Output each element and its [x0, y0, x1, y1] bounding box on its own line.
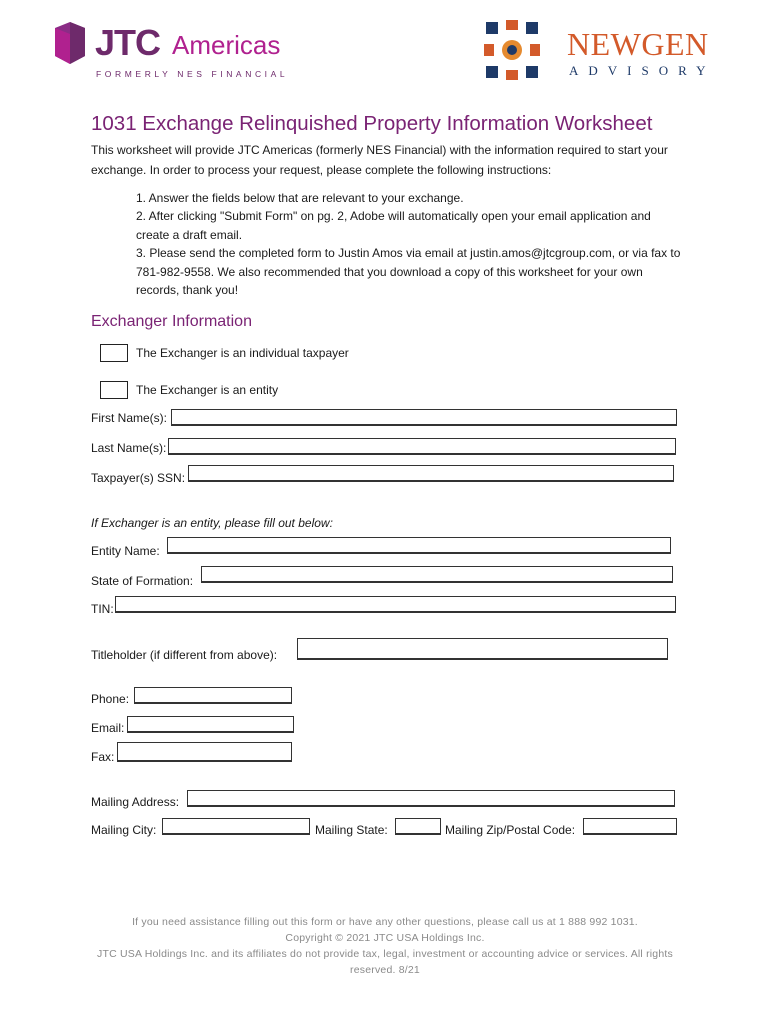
section-title-exchanger: Exchanger Information	[91, 313, 252, 330]
last-name-label: Last Name(s):	[91, 441, 167, 455]
entity-checkbox[interactable]	[100, 381, 128, 399]
phone-label: Phone:	[91, 692, 130, 706]
mailing-zip-field[interactable]	[583, 818, 677, 835]
first-name-label: First Name(s):	[91, 411, 167, 425]
entity-name-label: Entity Name:	[91, 544, 160, 558]
footer-disclaimer: JTC USA Holdings Inc. and its affiliates do not provide tax, legal, investment or accounting advice or services. All rights reserved. 8/21	[97, 948, 673, 976]
email-field[interactable]	[127, 716, 294, 733]
fax-field[interactable]	[117, 742, 292, 762]
titleholder-label: Titleholder (if different from above):	[91, 648, 278, 662]
titleholder-field[interactable]	[297, 638, 668, 660]
phone-field[interactable]	[134, 687, 292, 704]
newgen-emblem-icon	[482, 18, 542, 82]
entity-checkbox-label: The Exchanger is an entity	[136, 383, 279, 397]
last-name-field[interactable]	[168, 438, 676, 455]
mailing-state-field[interactable]	[395, 818, 441, 835]
ssn-label: Taxpayer(s) SSN:	[91, 471, 186, 485]
tin-field[interactable]	[115, 596, 676, 613]
logo-tagline: FORMERLY NES FINANCIAL	[96, 69, 289, 79]
mailing-address-label: Mailing Address:	[91, 795, 180, 809]
advisory-logo-text: ADVISORY	[569, 63, 716, 78]
entity-name-field[interactable]	[167, 537, 671, 554]
mailing-city-label: Mailing City:	[91, 823, 157, 837]
footer-copyright: Copyright © 2021 JTC USA Holdings Inc.	[285, 932, 485, 944]
mailing-zip-label: Mailing Zip/Postal Code:	[445, 823, 576, 837]
state-formation-field[interactable]	[201, 566, 673, 583]
first-name-field[interactable]	[171, 409, 677, 426]
footer-assistance-text: If you need assistance filling out this form or have any other questions, please call us at 1 888 992 1031.	[132, 916, 638, 928]
instruction-2: 2. After clicking "Submit Form" on pg. 2, Adobe will automatically open your email application and create a draft email.	[136, 209, 651, 242]
jtc-shield-icon	[55, 22, 85, 64]
instruction-1: 1. Answer the fields below that are relevant to your exchange.	[136, 191, 464, 205]
fax-label: Fax:	[91, 750, 115, 764]
jtc-americas-logo	[55, 20, 295, 82]
instruction-3: 3. Please send the completed form to Justin Amos via email at justin.amos@jtcgroup.com, or via fax to 781-982-9558. We also recommended that you download a copy of this worksheet for your own records, thank you!	[136, 246, 681, 297]
individual-checkbox-label: The Exchanger is an individual taxpayer	[136, 346, 349, 360]
page-footer	[90, 914, 680, 978]
americas-logo-text: Americas	[172, 30, 281, 60]
mailing-city-field[interactable]	[162, 818, 310, 835]
newgen-logo-text: NEWGEN	[567, 26, 709, 62]
individual-checkbox[interactable]	[100, 344, 128, 362]
jtc-logo-text: JTC	[95, 22, 161, 63]
state-formation-label: State of Formation:	[91, 574, 194, 588]
ssn-field[interactable]	[188, 465, 674, 482]
email-label: Email:	[91, 721, 125, 735]
mailing-address-field[interactable]	[187, 790, 675, 807]
entity-note: If Exchanger is an entity, please fill out below:	[91, 516, 333, 530]
newgen-advisory-logo	[567, 18, 737, 82]
page-title: 1031 Exchange Relinquished Property Information Worksheet	[91, 112, 653, 135]
tin-label: TIN:	[91, 602, 114, 616]
intro-paragraph: This worksheet will provide JTC Americas (formerly NES Financial) with the information required to start your exchange. In order to process your request, please complete the following instructions:	[91, 143, 668, 177]
mailing-state-label: Mailing State:	[315, 823, 388, 837]
